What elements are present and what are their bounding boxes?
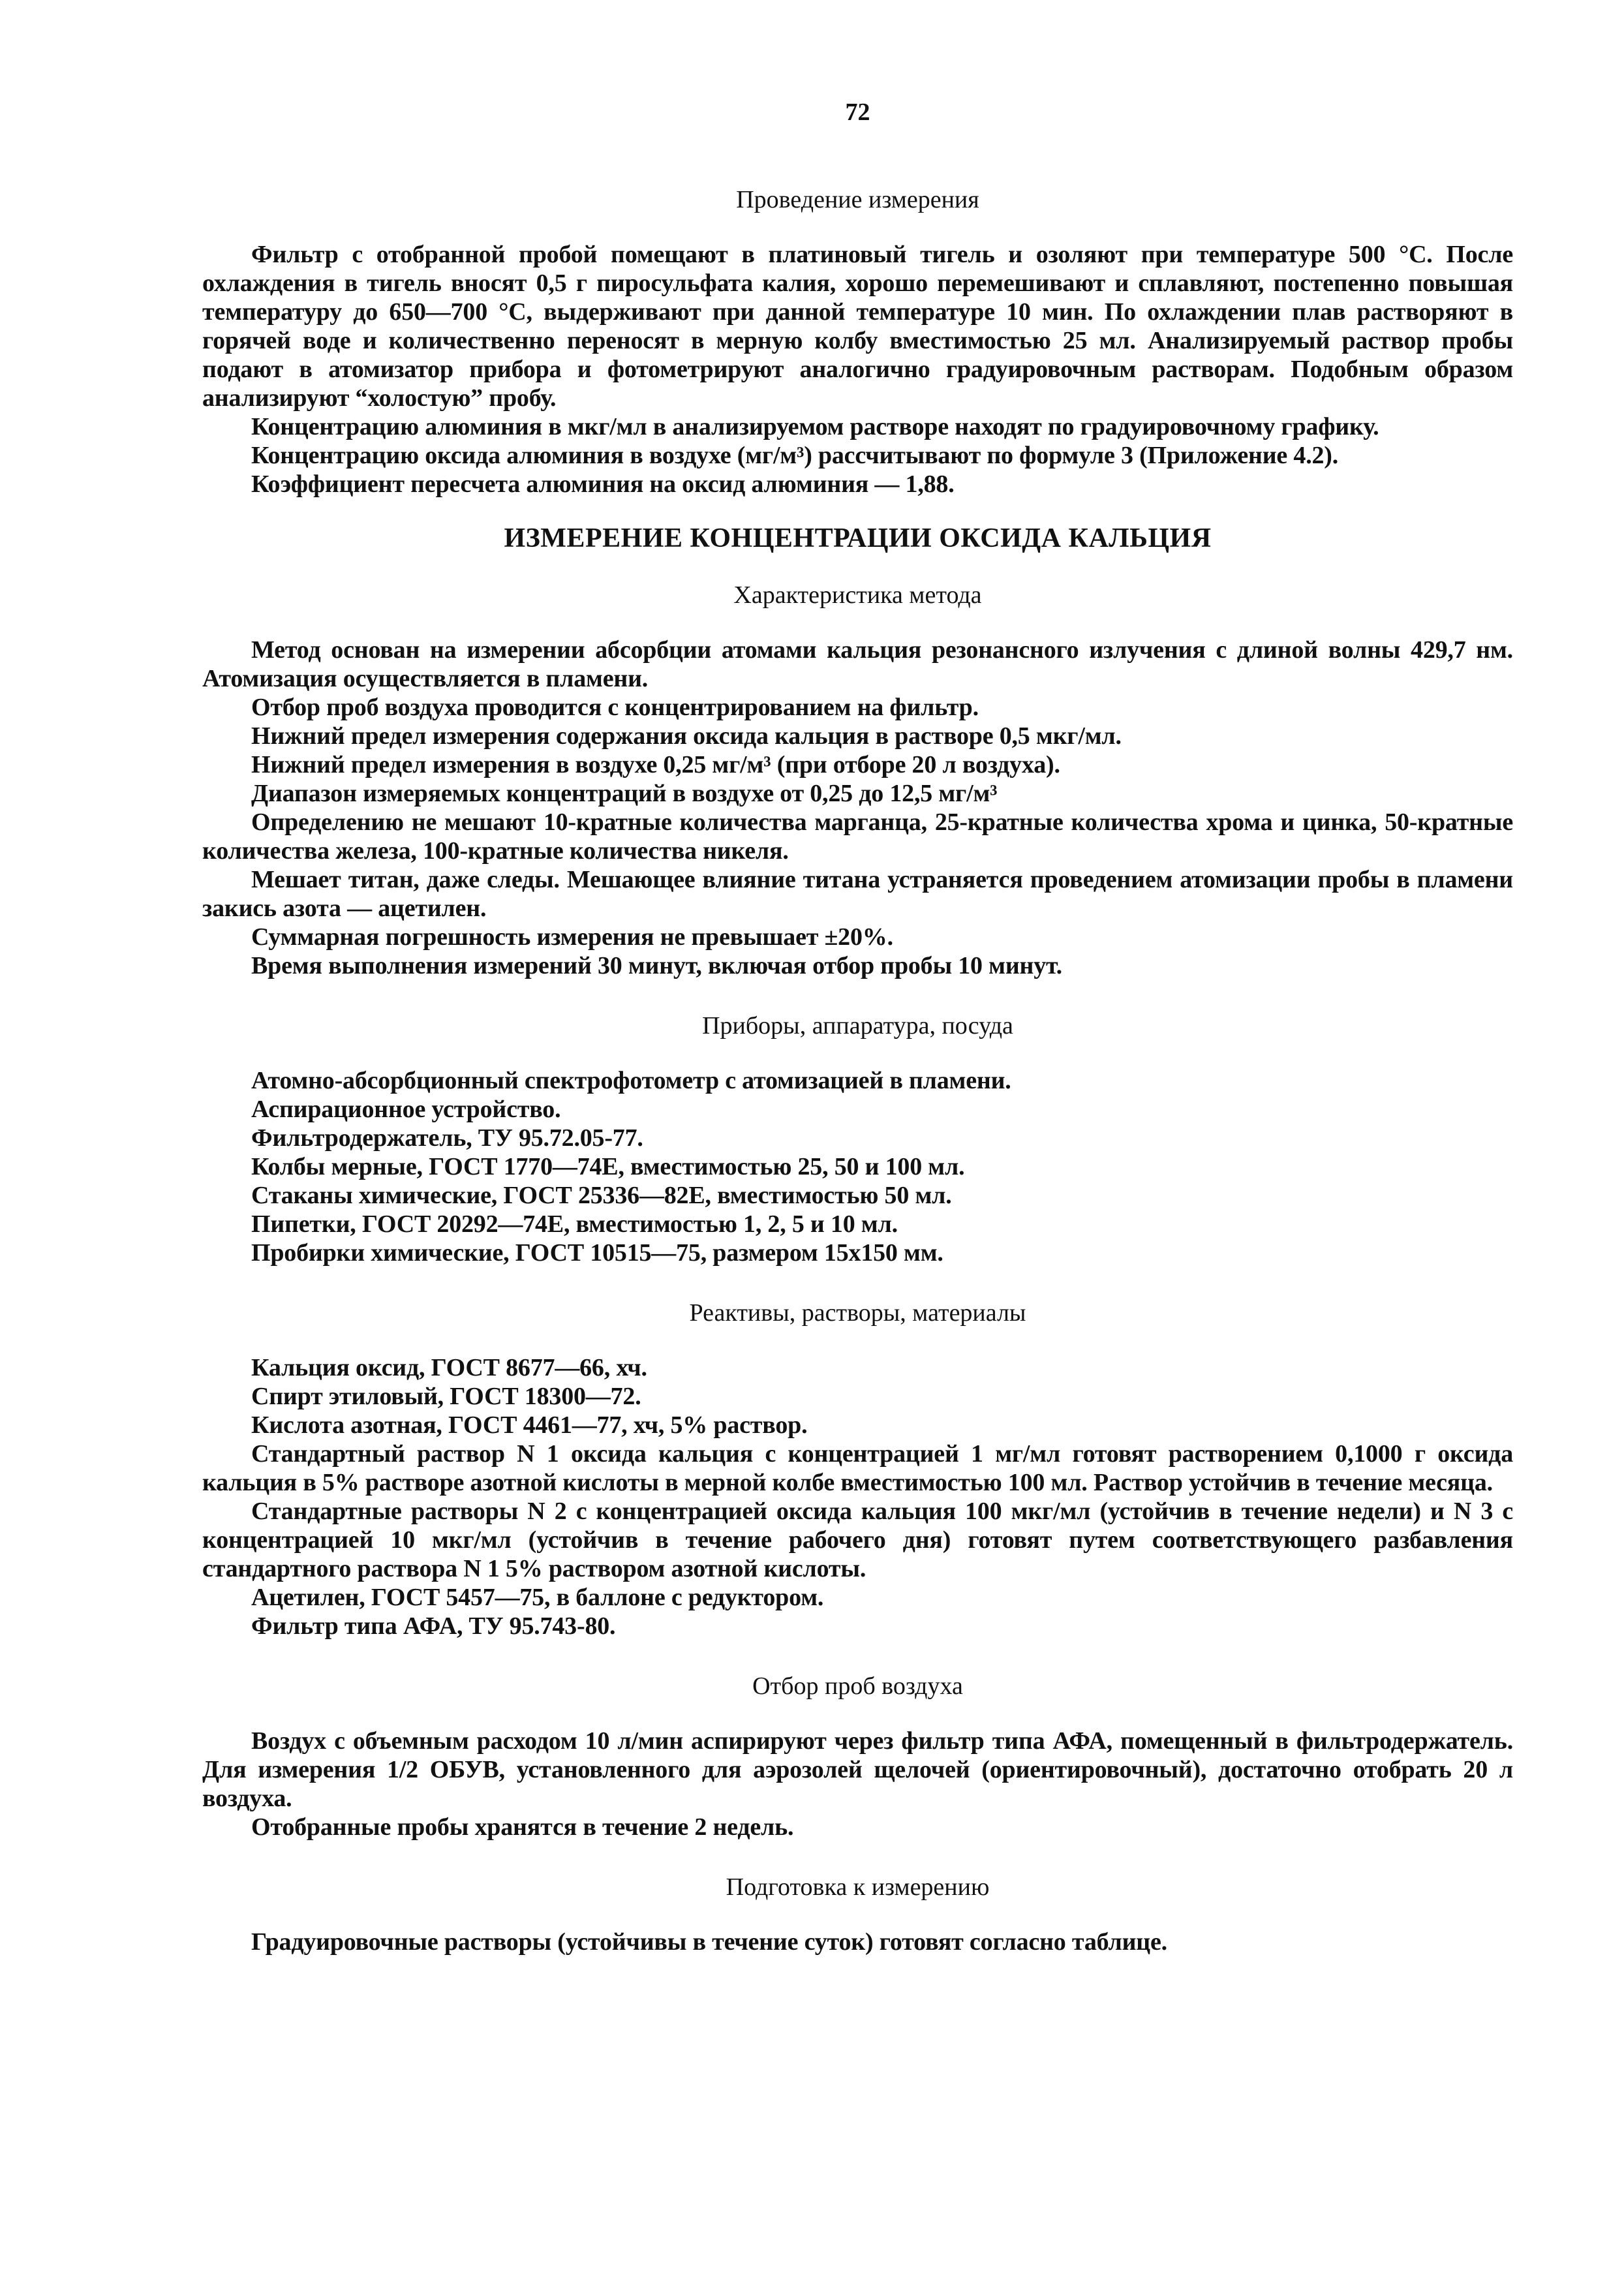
list-item: Пробирки химические, ГОСТ 10515—75, размером 15x150 мм. (251, 1239, 943, 1267)
paragraph: Время выполнения измерений 30 минут, включая отбор пробы 10 минут. (251, 952, 1062, 979)
section-title-measurement: Проведение измерения (736, 186, 979, 213)
section-title-equipment: Приборы, аппаратура, посуда (702, 1012, 1013, 1039)
section-equipment-body (202, 1066, 1513, 1267)
list-item: Спирт этиловый, ГОСТ 18300—72. (251, 1383, 641, 1410)
section-air-sampling-body (202, 1727, 1513, 1841)
paragraph: Нижний предел измерения содержания оксида кальция в растворе 0,5 мкг/мл. (251, 722, 1122, 750)
paragraph: Концентрацию оксида алюминия в воздухе (мг/м³) рассчитывают по формуле 3 (Приложение 4.2). (251, 442, 1339, 469)
paragraph: Мешает титан, даже следы. Мешающее влияние титана устраняется проведением атомизации пробы в пламени закись азота — ацетилен. (202, 866, 1513, 922)
section-title-air-sampling: Отбор проб воздуха (752, 1672, 963, 1700)
main-title: ИЗМЕРЕНИЕ КОНЦЕНТРАЦИИ ОКСИДА КАЛЬЦИЯ (504, 523, 1212, 553)
list-item: Кислота азотная, ГОСТ 4461—77, хч, 5% раствор. (251, 1411, 808, 1439)
paragraph: Фильтр с отобранной пробой помещают в платиновый тигель и озоляют при температуре 500 °С. После охлаждения в тигель вносят 0,5 г пиросульфата калия, хорошо перемешивают и сплавляют, постепенно повышая температуру до 650—700 °С, выдерживают при данной температуре 10 мин. По охлаждении плав растворяют в горячей воде и количественно переносят в мерную колбу вместимостью 25 мл. Анализируемый раствор пробы подают в атомизатор прибора и фотометрируют аналогично градуировочным растворам. Подобным образом анализируют “холостую” пробу. (202, 241, 1513, 412)
section-reagents-body (202, 1353, 1513, 1640)
list-item: Аспирационное устройство. (251, 1096, 561, 1123)
paragraph: Определению не мешают 10-кратные количества марганца, 25-кратные количества хрома и цинка, 50-кратные количества железа, 100-кратные количества никеля. (202, 808, 1513, 865)
list-item: Фильтр типа АФА, ТУ 95.743-80. (251, 1612, 616, 1640)
list-item: Колбы мерные, ГОСТ 1770—74Е, вместимостью 25, 50 и 100 мл. (251, 1153, 965, 1180)
paragraph: Нижний предел измерения в воздухе 0,25 мг/м³ (при отборе 20 л воздуха). (251, 751, 1060, 778)
paragraph: Диапазон измеряемых концентраций в воздухе от 0,25 до 12,5 мг/м³ (251, 780, 998, 807)
page-number: 72 (845, 99, 870, 126)
paragraph: Суммарная погрешность измерения не превышает ±20%. (251, 923, 893, 951)
paragraph: Метод основан на измерении абсорбции атомами кальция резонансного излучения с длиной волны 429,7 нм. Атомизация осуществляется в пламени. (202, 636, 1513, 692)
paragraph: Воздух с объемным расходом 10 л/мин аспирируют через фильтр типа АФА, помещенный в фильтродержатель. Для измерения 1/2 ОБУВ, установленного для аэрозолей щелочей (ориентировочный), достаточно отобрать 20 л воздуха. (202, 1727, 1513, 1812)
paragraph: Градуировочные растворы (устойчивы в течение суток) готовят согласно таблице. (251, 1928, 1167, 1956)
section-method-body (202, 636, 1513, 980)
section-title-reagents: Реактивы, растворы, материалы (689, 1299, 1026, 1327)
paragraph: Отбор проб воздуха проводится с концентрированием на фильтр. (251, 694, 979, 721)
list-item: Атомно-абсорбционный спектрофотометр с атомизацией в пламени. (251, 1067, 1011, 1094)
paragraph: Стандартный раствор N 1 оксида кальция с концентрацией 1 мг/мл готовят растворением 0,1000 г оксида кальция в 5% растворе азотной кислоты в мерной колбе вместимостью 100 мл. Раствор устойчив в течение месяца. (202, 1440, 1513, 1496)
section-title-method: Характеристика метода (733, 581, 982, 609)
list-item: Стаканы химические, ГОСТ 25336—82Е, вместимостью 50 мл. (251, 1182, 952, 1209)
list-item: Фильтродержатель, ТУ 95.72.05-77. (251, 1124, 643, 1152)
paragraph: Концентрацию алюминия в мкг/мл в анализируемом растворе находят по градуировочному графику. (251, 413, 1379, 440)
list-item: Кальция оксид, ГОСТ 8677—66, хч. (251, 1354, 647, 1381)
section-measurement-body (202, 240, 1513, 499)
paragraph: Стандартные растворы N 2 с концентрацией оксида кальция 100 мкг/мл (устойчив в течение недели) и N 3 с концентрацией 10 мкг/мл (устойчив в течение рабочего дня) готовят путем соответствующего разбавления стандартного раствора N 1 5% раствором азотной кислоты. (202, 1498, 1513, 1582)
list-item: Пипетки, ГОСТ 20292—74Е, вместимостью 1, 2, 5 и 10 мл. (251, 1210, 898, 1238)
section-preparation-body (202, 1928, 1513, 1956)
paragraph: Коэффициент пересчета алюминия на оксид алюминия — 1,88. (251, 470, 955, 498)
section-title-preparation: Подготовка к измерению (726, 1873, 990, 1901)
list-item: Ацетилен, ГОСТ 5457—75, в баллоне с редуктором. (251, 1584, 824, 1611)
paragraph: Отобранные пробы хранятся в течение 2 недель. (251, 1813, 794, 1841)
